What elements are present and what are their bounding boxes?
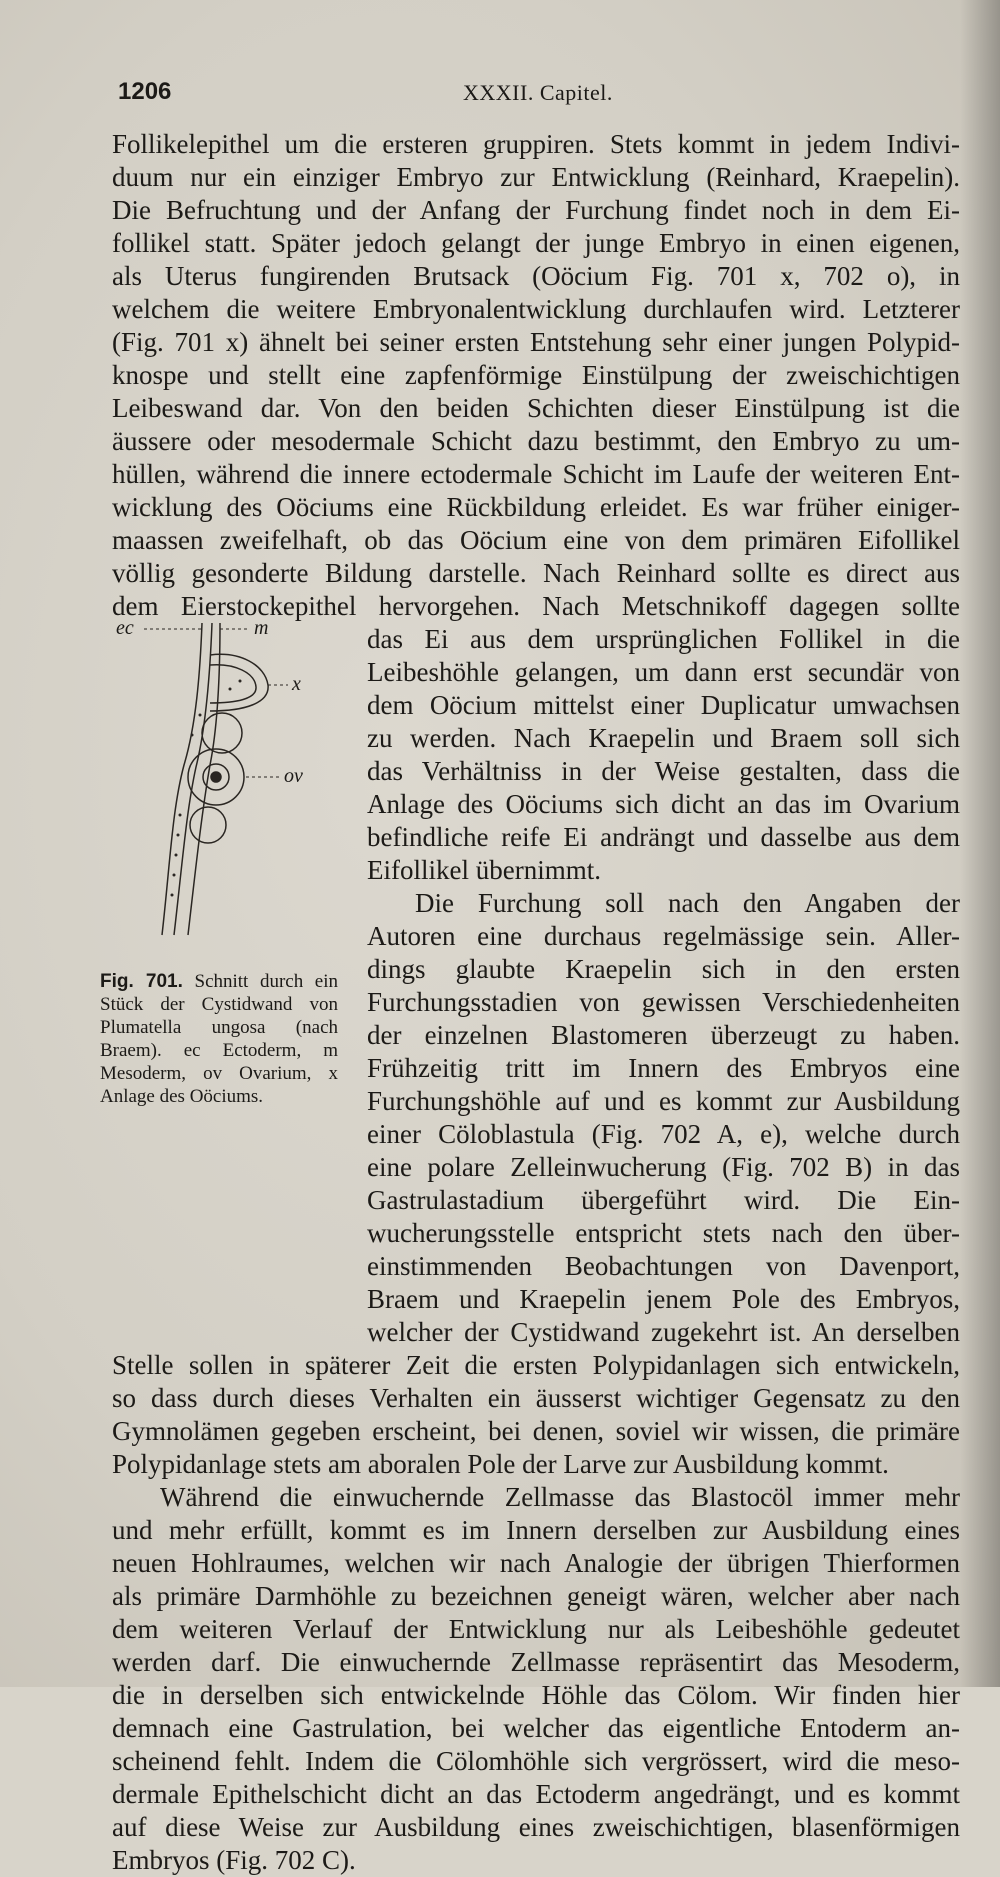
page-number: 1206 bbox=[118, 78, 172, 105]
text-line: Gastrulastadium übergeführt wird. Die Ein- bbox=[367, 1185, 960, 1215]
figure-caption-text: Schnitt durch ein Stück der Cystidwand von Plumatella ungosa (nach Braem). ec Ectoderm, m Mesoderm, ov Ovarium, x Anlage des Oöciums. bbox=[100, 971, 339, 1107]
text-line: dem Oöcium mittelst einer Duplicatur umwachsen bbox=[367, 690, 960, 720]
text-line: auf diese Weise zur Ausbildung eines zweischichtigen, blasenförmigen bbox=[112, 1812, 960, 1842]
text-line: hüllen, während die innere ectodermale Schicht im Laufe der weiteren Ent- bbox=[112, 459, 960, 489]
text-line: zu werden. Nach Kraepelin und Braem soll sich bbox=[367, 723, 960, 753]
text-line: Follikelepithel um die ersteren gruppiren. Stets kommt in jedem Indivi- bbox=[112, 129, 960, 159]
figure-number: Fig. 701. bbox=[100, 971, 183, 992]
text-line: Braem und Kraepelin jenem Pole des Embryos, bbox=[367, 1284, 960, 1314]
text-line: Furchungsstadien von gewissen Verschiedenheiten bbox=[367, 987, 960, 1017]
text-line: Die Befruchtung und der Anfang der Furchung findet noch in dem Ei- bbox=[112, 195, 960, 225]
text-line: Gymnolämen gegeben erscheint, bei denen, soviel wir wissen, die primäre bbox=[112, 1416, 960, 1446]
text-line: völlig gesonderte Bildung darstelle. Nach Reinhard sollte es direct aus bbox=[112, 558, 960, 588]
text-line: dings glaubte Kraepelin sich in den ersten bbox=[367, 954, 960, 984]
text-line: knospe und stellt eine zapfenförmige Einstülpung der zweischichtigen bbox=[112, 360, 960, 390]
page-edge-shadow bbox=[960, 0, 1000, 1687]
text-line: dem weiteren Verlauf der Entwicklung nur als Leibeshöhle gedeutet bbox=[112, 1614, 960, 1644]
text-line: neuen Hohlraumes, welchen wir nach Analogie der übrigen Thierformen bbox=[112, 1548, 960, 1578]
page-header bbox=[118, 78, 878, 110]
text-line: maassen zweifelhaft, ob das Oöcium eine von dem primären Eifollikel bbox=[112, 525, 960, 555]
text-line: Eifollikel übernimmt. bbox=[367, 855, 601, 885]
text-line: Autoren eine durchaus regelmässige sein. Aller- bbox=[367, 921, 960, 951]
text-line: befindliche reife Ei andrängt und dasselbe aus dem bbox=[367, 822, 960, 852]
text-line: (Fig. 701 x) ähnelt bei seiner ersten Entstehung sehr einer jungen Polypid- bbox=[112, 327, 960, 357]
text-line: dem Eierstockepithel hervorgehen. Nach Metschnikoff dagegen sollte bbox=[112, 591, 960, 621]
text-line: welchem die weitere Embryonalentwicklung durchlaufen wird. Letzterer bbox=[112, 294, 960, 324]
text-line: wicklung des Oöciums eine Rückbildung erleidet. Es war früher einiger- bbox=[112, 492, 960, 522]
label-ec: ec bbox=[116, 617, 134, 639]
text-line: als Uterus fungirenden Brutsack (Oöcium Fig. 701 x, 702 o), in bbox=[112, 261, 960, 291]
text-line: Polypidanlage stets am aboralen Pole der Larve zur Ausbildung kommt. bbox=[112, 1449, 889, 1479]
text-line: Die Furchung soll nach den Angaben der bbox=[415, 888, 960, 918]
text-line: Furchungshöhle auf und es kommt zur Ausbildung bbox=[367, 1086, 960, 1116]
text-line: Leibeshöhle gelangen, um dann erst secundär von bbox=[367, 657, 960, 687]
label-m: m bbox=[254, 617, 269, 639]
cystid-wall-illustration bbox=[110, 615, 355, 940]
text-line: einer Cöloblastula (Fig. 702 A, e), welche durch bbox=[367, 1119, 960, 1149]
text-line: einstimmenden Beobachtungen von Davenport, bbox=[367, 1251, 960, 1281]
figure-701 bbox=[110, 615, 355, 940]
text-line: das Verhältniss in der Weise gestalten, dass die bbox=[367, 756, 960, 786]
text-line: welcher der Cystidwand zugekehrt ist. An derselben bbox=[367, 1317, 960, 1347]
text-line: werden darf. Die einwuchernde Zellmasse repräsentirt das Mesoderm, bbox=[112, 1647, 960, 1677]
text-line: Stelle sollen in späterer Zeit die ersten Polypidanlagen sich entwickeln, bbox=[112, 1350, 960, 1380]
text-line: und mehr erfüllt, kommt es im Innern derselben zur Ausbildung eines bbox=[112, 1515, 960, 1545]
text-line: demnach eine Gastrulation, bei welcher das eigentliche Entoderm an- bbox=[112, 1713, 960, 1743]
text-line: Frühzeitig tritt im Innern des Embryos eine bbox=[367, 1053, 960, 1083]
text-line: Anlage des Oöciums sich dicht an das im Ovarium bbox=[367, 789, 960, 819]
figure-caption bbox=[100, 970, 338, 1108]
text-line: duum nur ein einziger Embryo zur Entwicklung (Reinhard, Kraepelin). bbox=[112, 162, 960, 192]
text-line: follikel statt. Später jedoch gelangt der junge Embryo in einen eigenen, bbox=[112, 228, 960, 258]
text-line: das Ei aus dem ursprünglichen Follikel in die bbox=[367, 624, 960, 654]
label-x: x bbox=[292, 673, 301, 695]
text-line: der einzelnen Blastomeren überzeugt zu haben. bbox=[367, 1020, 960, 1050]
text-line: Während die einwuchernde Zellmasse das Blastocöl immer mehr bbox=[160, 1482, 960, 1512]
text-line: so dass durch dieses Verhalten ein äusserst wichtiger Gegensatz zu den bbox=[112, 1383, 960, 1413]
text-line: wucherungsstelle entspricht stets nach den über- bbox=[367, 1218, 960, 1248]
text-line: die in derselben sich entwickelnde Höhle das Cölom. Wir finden hier bbox=[112, 1680, 960, 1710]
text-line: Embryos (Fig. 702 C). bbox=[112, 1845, 356, 1875]
text-line: äussere oder mesodermale Schicht dazu bestimmt, den Embryo zu um- bbox=[112, 426, 960, 456]
text-line: scheinend fehlt. Indem die Cölomhöhle sich vergrössert, wird die meso- bbox=[112, 1746, 960, 1776]
label-ov: ov bbox=[284, 765, 303, 787]
text-line: Leibeswand dar. Von den beiden Schichten dieser Einstülpung ist die bbox=[112, 393, 960, 423]
running-head: XXXII. Capitel. bbox=[463, 80, 613, 105]
text-line: dermale Epithelschicht dicht an das Ectoderm angedrängt, und es kommt bbox=[112, 1779, 960, 1809]
text-line: als primäre Darmhöhle zu bezeichnen geneigt wären, welcher aber nach bbox=[112, 1581, 960, 1611]
text-line: eine polare Zelleinwucherung (Fig. 702 B) in das bbox=[367, 1152, 960, 1182]
